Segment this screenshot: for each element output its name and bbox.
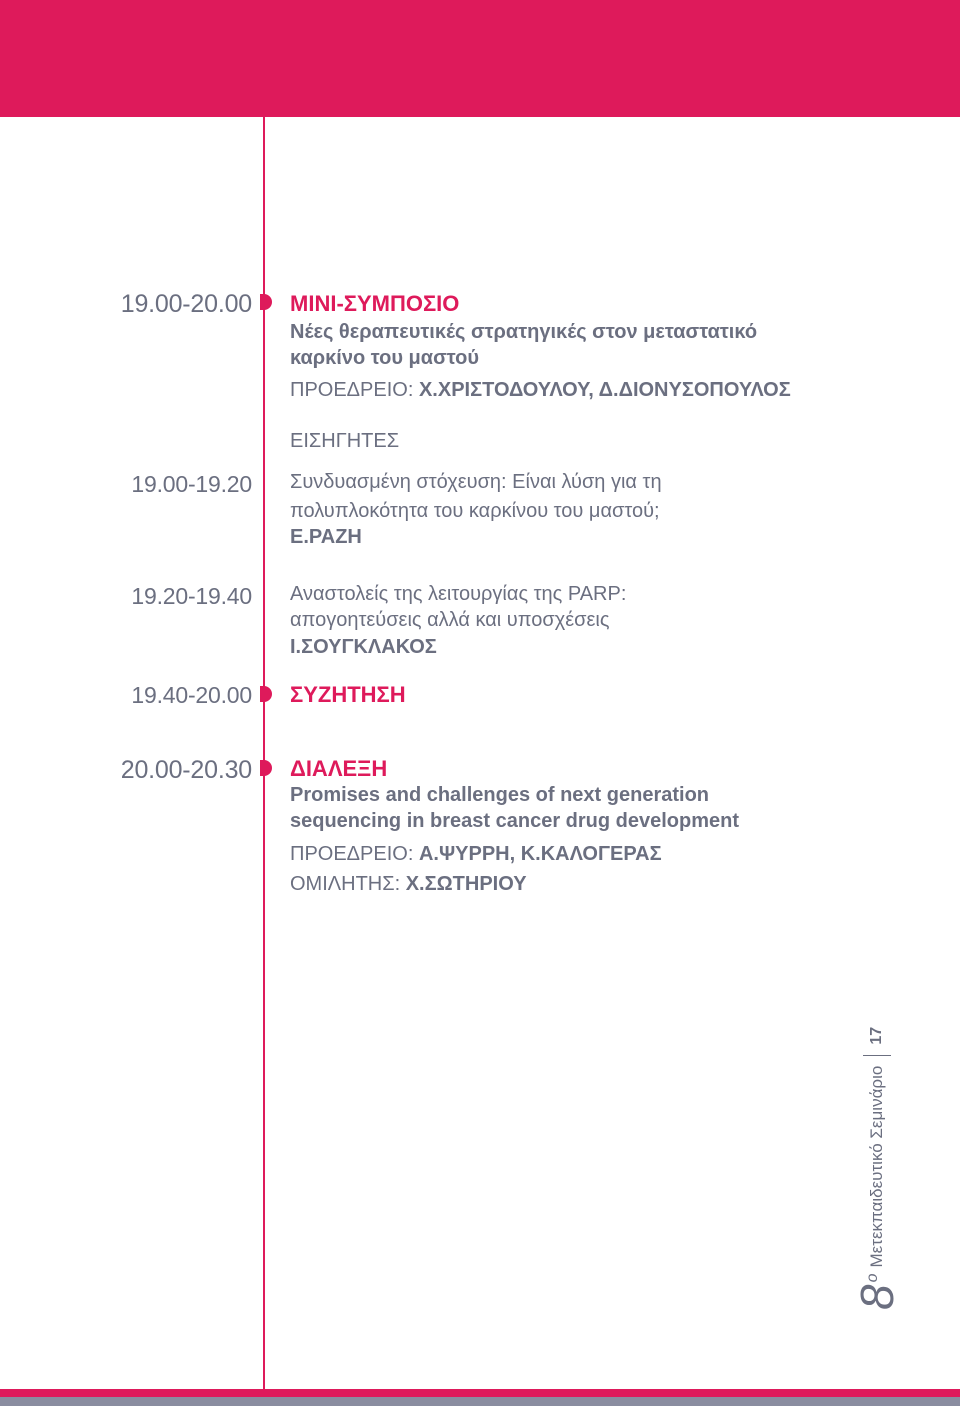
speaker-name: Ι.ΣΟΥΓΚΛΑΚΟΣ <box>290 636 437 658</box>
speaker-name: Ε.ΡΑΖΗ <box>290 526 362 548</box>
discussion-heading: ΣΥΖΗΤΗΣΗ <box>290 682 406 707</box>
time-slot-3: 19.20-19.40 <box>131 583 252 609</box>
edition-number: $8^o$ <box>851 1273 903 1310</box>
talk1-title-line1: Συνδυασμένη στόχευση: Είναι λύση για τη <box>290 471 662 493</box>
chair-label: ΠΡΟΕΔΡΕΙΟ: <box>290 379 414 401</box>
symposium-title-line2: καρκίνο του μαστού <box>290 347 479 369</box>
time-slot-5: 20.00-20.30 <box>120 756 252 784</box>
symposium-chair <box>290 379 791 402</box>
time-slot-1: 19.00-20.00 <box>120 290 252 318</box>
lecture-title-line1: Promises and challenges of next generation <box>290 784 710 806</box>
symposium-title-line1: Νέες θεραπευτικές στρατηγικές στον μεταστατικό <box>290 321 758 343</box>
lecture-title-line2: sequencing in breast cancer drug development <box>290 810 740 832</box>
page-number: 17 <box>868 1026 885 1045</box>
seminar-footer-label <box>851 1026 903 1310</box>
timeline-marker <box>260 294 272 310</box>
header-band <box>0 0 960 117</box>
timeline-marker <box>260 686 272 702</box>
chair-names: Α.ΨΥΡΡΗ, Κ.ΚΑΛΟΓΕΡΑΣ <box>418 843 662 865</box>
lecture-heading: ΔΙΑΛΕΞΗ <box>290 756 388 781</box>
time-slot-2: 19.00-19.20 <box>131 471 252 497</box>
talk2-title-line1: Αναστολείς της λειτουργίας της PARP: <box>290 583 627 605</box>
talk2-title-line2: απογοητεύσεις αλλά και υποσχέσεις <box>290 609 610 631</box>
chair-label: ΠΡΟΕΔΡΕΙΟ: <box>290 843 414 865</box>
time-slot-4: 19.40-20.00 <box>131 682 252 708</box>
symposium-heading: ΜΙΝΙ-ΣΥΜΠΟΣΙΟ <box>290 291 460 316</box>
talk2-speaker <box>290 636 437 659</box>
lecture-chair <box>290 843 662 866</box>
speaker-name: Χ.ΣΩΤΗΡΙΟΥ <box>405 873 527 895</box>
footer-band-gray <box>0 1397 960 1406</box>
edition-suffix: ο <box>864 1273 881 1283</box>
chair-names: Χ.ΧΡΙΣΤΟΔΟΥΛΟΥ, Δ.ΔΙΟΝΥΣΟΠΟΥΛΟΣ <box>418 379 791 401</box>
talk1-title-line2: πολυπλοκότητα του καρκίνου του μαστού; <box>290 500 660 522</box>
footer-band-pink <box>0 1389 960 1397</box>
timeline-marker <box>260 760 272 776</box>
talk1-speaker <box>290 526 362 549</box>
separator <box>863 1055 891 1056</box>
seminar-name: Μετεκπαιδευτικό Σεμινάριο <box>867 1065 886 1268</box>
lecture-speaker <box>290 873 527 896</box>
speakers-label: ΕΙΣΗΓΗΤΕΣ <box>290 430 400 452</box>
speaker-label: ΟΜΙΛΗΤΗΣ: <box>290 873 401 895</box>
